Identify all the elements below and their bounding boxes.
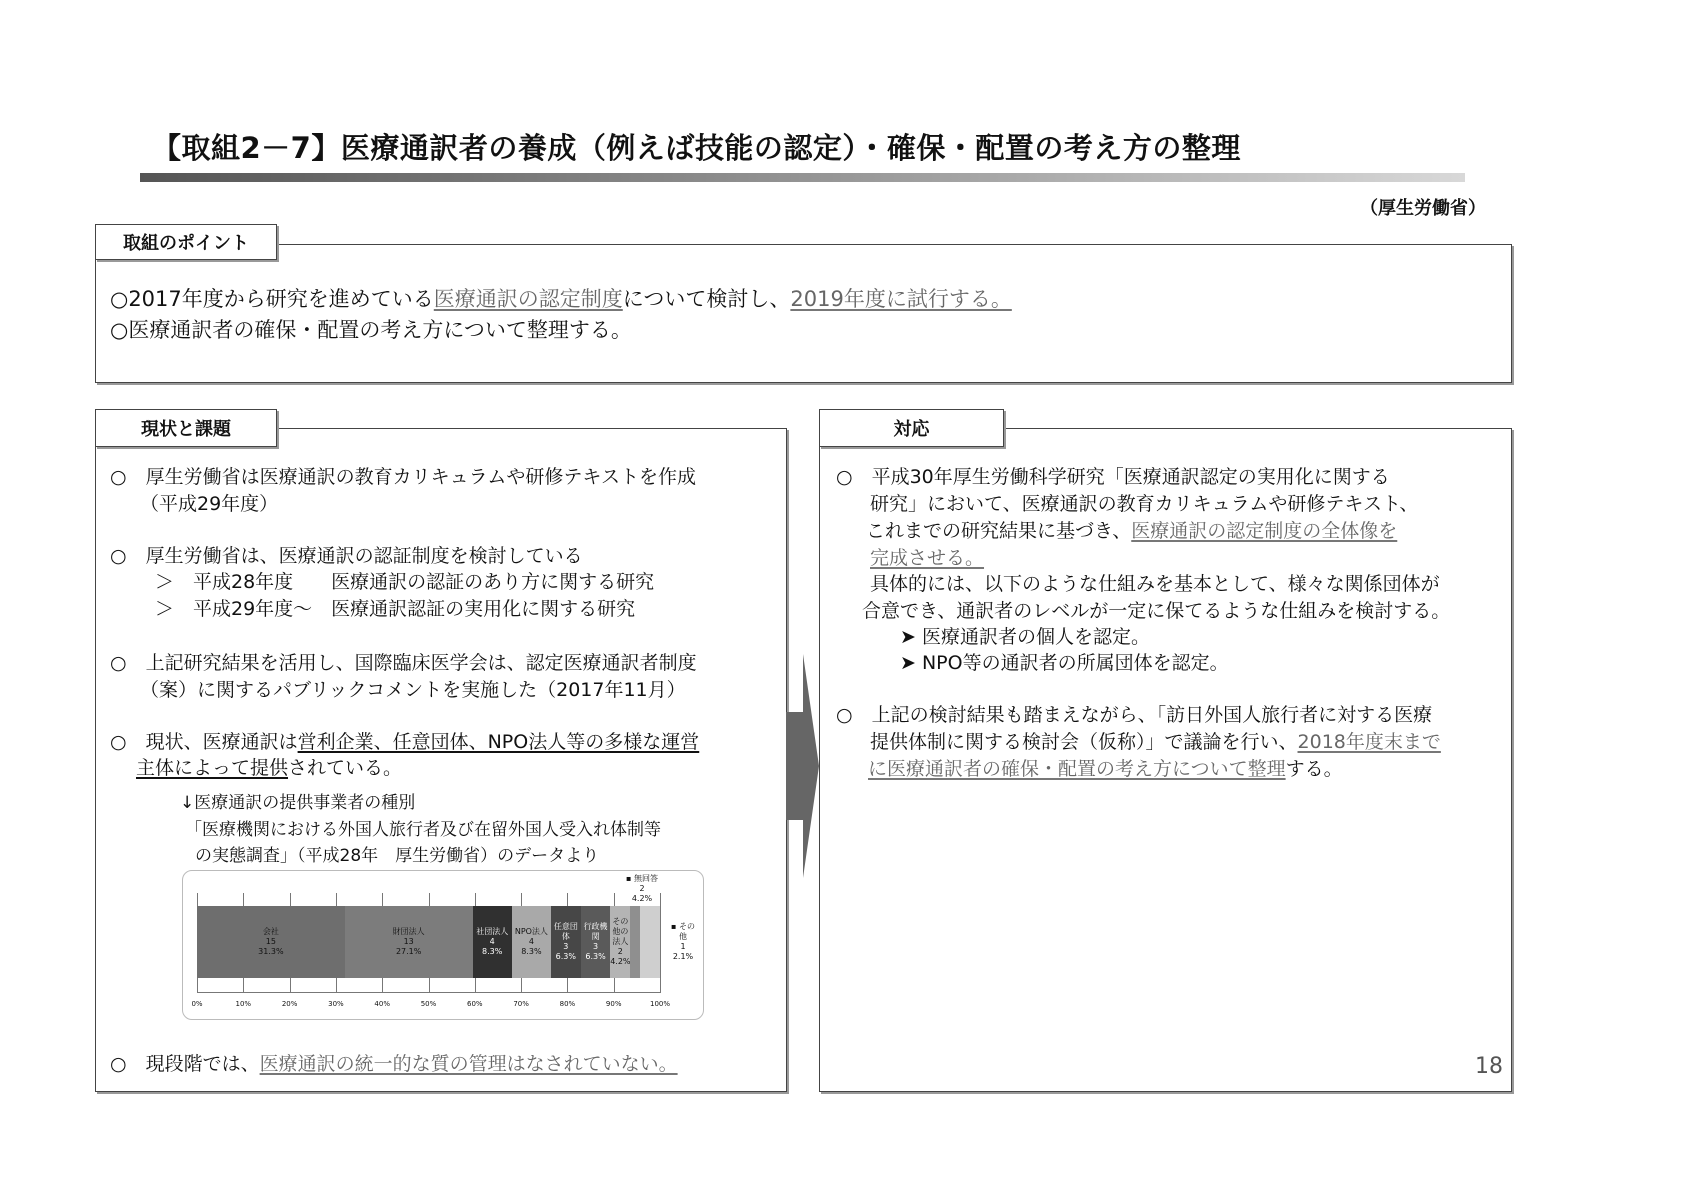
chart-caption-line: [195, 844, 599, 868]
bar-segment: [610, 906, 630, 978]
point-box-tab: 取組のポイント: [95, 224, 277, 260]
segment-label-categories: 任意団体: [553, 922, 578, 941]
x-tick-label: 80%: [559, 1000, 576, 1008]
segment-label-counts: 3: [593, 942, 599, 951]
outside-label: [622, 874, 662, 904]
text-segment: ○ 平成30年厚生労働科学研究「医療通訳認定の実用化に関する: [836, 466, 1390, 488]
segment-label-counts: 4: [489, 937, 495, 946]
highlighted-text: に医療通訳者の確保・配置の考え方について整理: [868, 758, 1286, 780]
text-segment: ○ 現状、医療通訳は: [110, 731, 298, 753]
segment-label-categories: 行政機関: [583, 922, 608, 941]
text-segment: する。: [1285, 758, 1343, 780]
response-line: [870, 492, 1418, 516]
segment-label: [610, 917, 630, 967]
text-segment: ＞ 平成28年度 医療通訳の認証のあり方に関する研究: [155, 571, 655, 593]
text-segment: の実態調査」（平成28年 厚生労働省）のデータより: [195, 846, 600, 866]
bar-segment: [345, 906, 473, 978]
segment-label-percent_labels: 6.3%: [555, 952, 576, 961]
highlighted-text: 医療通訳の認定制度の全体像を: [1131, 520, 1398, 542]
segment-label-percent_labels: 8.3%: [521, 947, 542, 956]
text-segment: について検討し、: [622, 287, 791, 311]
x-axis-line: [197, 992, 660, 993]
response-line: [870, 730, 1441, 754]
text-segment: ↓医療通訳の提供事業者の種別: [180, 793, 416, 813]
highlighted-text: 完成させる。: [870, 547, 985, 569]
text-segment: ○医療通訳者の確保・配置の考え方について整理する。: [110, 318, 632, 342]
issue-line: [155, 597, 635, 621]
issue-line: [155, 570, 654, 594]
segment-label-percent_labels: 27.1%: [395, 947, 422, 956]
x-tick-label: 10%: [235, 1000, 252, 1008]
bar-segment: [581, 906, 611, 978]
response-line: [870, 546, 984, 570]
bar-segment: [197, 906, 345, 978]
segment-label-percent_labels: 31.3%: [258, 947, 284, 956]
segment-label-categories: その他の法人: [612, 917, 629, 946]
segment-label-categories: 社団法人: [476, 927, 509, 936]
x-tick-label: 100%: [649, 1000, 671, 1008]
page-title: 【取組2－7】医療通訳者の養成（例えば技能の認定）・確保・配置の考え方の整理: [152, 131, 1241, 165]
issue-line: [136, 756, 402, 780]
text-segment: （平成29年度）: [140, 493, 279, 515]
bar-segment: [640, 906, 660, 978]
response-line: [900, 651, 1229, 675]
segment-label: [515, 927, 548, 957]
response-line: [866, 519, 1397, 543]
chart-gridline: [660, 893, 661, 993]
bar-segment: [630, 906, 640, 978]
x-tick-label: 50%: [420, 1000, 437, 1008]
x-tick-label: 30%: [328, 1000, 344, 1008]
text-segment: ○ 厚生労働省は、医療通訳の認証制度を検討している: [110, 545, 583, 567]
highlighted-text: 医療通訳の統一的な質の管理はなされていない。: [259, 1053, 678, 1075]
segment-label-categories: NPO法人: [514, 927, 548, 936]
outside-label-counts: 1: [680, 942, 686, 951]
x-tick-label: 90%: [605, 1000, 622, 1008]
arrow-right-icon: [786, 654, 820, 878]
text-segment: 具体的には、以下のような仕組みを基本として、様々な関係団体が: [870, 573, 1440, 595]
outside-label: [668, 922, 698, 962]
chart-caption-line: [180, 791, 415, 815]
text-segment: 合意でき、通訳者のレベルが一定に保てるような仕組みを検討する。: [862, 600, 1451, 622]
segment-label: [476, 927, 508, 957]
bar-segment: [512, 906, 551, 978]
response-line: [900, 625, 1150, 649]
outside-label-counts: 2: [639, 884, 645, 893]
issue-line: [110, 465, 696, 489]
response-tab: 対応: [819, 409, 1004, 447]
text-segment: ○ 厚生労働省は医療通訳の教育カリキュラムや研修テキストを作成: [110, 466, 697, 488]
x-tick-label: 70%: [513, 1000, 529, 1008]
text-segment: ○ 上記研究結果を活用し、国際臨床医学会は、認定医療通訳者制度: [110, 652, 697, 674]
segment-label-counts: 13: [403, 937, 414, 946]
outside-label-categories: ▪ その他: [671, 922, 695, 941]
response-line: [836, 703, 1432, 727]
issue-line: [110, 1052, 678, 1076]
text-segment: 研究」において、医療通訳の教育カリキュラムや研修テキスト、: [870, 493, 1419, 515]
text-segment: 「医療機関における外国人旅行者及び在留外国人受入れ体制等: [185, 820, 661, 840]
text-segment: ○ 上記の検討結果も踏まえながら、「訪日外国人旅行者に対する医療: [836, 704, 1433, 726]
issue-line: [110, 544, 583, 568]
text-segment: ○2017年度から研究を進めている: [110, 287, 434, 311]
bar-segment: [473, 906, 512, 978]
segment-label-counts: 2: [617, 947, 623, 956]
segment-label-categories: 会社: [262, 927, 279, 936]
segment-label-percent_labels: 6.3%: [585, 952, 606, 961]
segment-label-categories: 財団法人: [392, 927, 425, 936]
response-line: [836, 465, 1390, 489]
highlighted-text: 主体によって提供: [136, 757, 289, 779]
outside-label-percent_labels: 4.2%: [631, 894, 653, 903]
issue-line: [140, 678, 686, 702]
x-tick-label: 40%: [374, 1000, 390, 1008]
text-segment: ○ 現段階では、: [110, 1053, 260, 1075]
segment-label-counts: 15: [265, 937, 276, 946]
point-line: [110, 318, 632, 342]
point-box: [95, 244, 1512, 383]
text-segment: ➤ NPO等の通訳者の所属団体を認定。: [900, 652, 1229, 674]
segment-label: [393, 927, 425, 957]
text-segment: ＞ 平成29年度～ 医療通訳認証の実用化に関する研究: [155, 598, 636, 620]
segment-label: [258, 927, 283, 957]
x-tick-label: 60%: [467, 1000, 483, 1008]
segment-label: [551, 922, 581, 962]
x-tick-label: 20%: [281, 1000, 298, 1008]
ministry-label: （厚生労働省）: [1360, 198, 1486, 219]
outside-label-categories: ▪ 無回答: [626, 874, 658, 883]
response-line: [870, 572, 1440, 596]
response-line: [862, 599, 1450, 623]
page-number: 18: [1475, 1054, 1503, 1079]
issue-line: [110, 730, 699, 754]
text-segment: これまでの研究結果に基づき、: [866, 520, 1132, 542]
text-segment: されている。: [288, 757, 403, 779]
segment-label-counts: 3: [563, 942, 569, 951]
x-tick-label: 0%: [191, 1000, 203, 1008]
text-segment: 提供体制に関する検討会（仮称）」で議論を行い、: [870, 731, 1298, 753]
outside-label-percent_labels: 2.1%: [672, 952, 694, 961]
segment-label: [581, 922, 611, 962]
issue-line: [110, 651, 697, 675]
response-line: [868, 757, 1343, 781]
segment-label-percent_labels: 8.3%: [482, 947, 503, 956]
segment-label-percent_labels: 4.2%: [610, 957, 631, 966]
highlighted-text: 医療通訳の認定制度: [433, 287, 623, 311]
highlighted-text: 2018年度末まで: [1297, 731, 1441, 753]
highlighted-text: 営利企業、任意団体、NPO法人等の多様な運営: [297, 731, 700, 753]
point-line: [110, 287, 1012, 311]
text-segment: ➤ 医療通訳者の個人を認定。: [900, 626, 1150, 648]
current-issues-tab: 現状と課題: [95, 409, 277, 447]
issue-line: [140, 492, 278, 516]
bar-segment: [551, 906, 581, 978]
highlighted-text: 2019年度に試行する。: [790, 287, 1012, 311]
segment-label-counts: 4: [528, 937, 534, 946]
text-segment: （案）に関するパブリックコメントを実施した（2017年11月）: [140, 679, 686, 701]
title-underline-bar: [140, 173, 1465, 182]
chart-caption-line: [185, 818, 661, 842]
